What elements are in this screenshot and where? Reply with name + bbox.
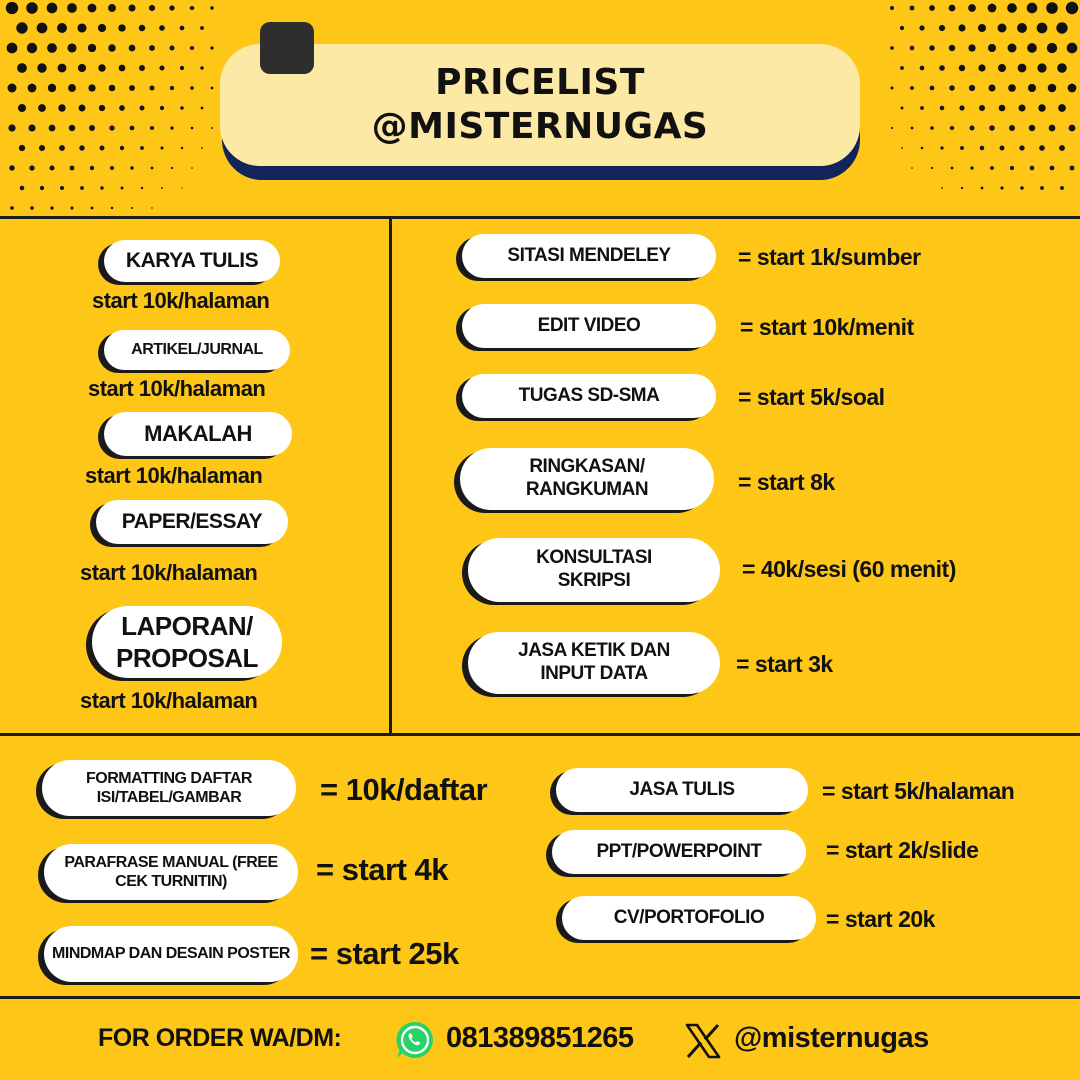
divider-vertical [389,217,392,735]
page-subtitle: @MISTERNUGAS [371,106,709,147]
decorative-square [260,22,314,74]
service-tugas-sd-sma: TUGAS SD-SMA [462,374,716,418]
social-handle[interactable]: @misternugas [734,1022,929,1054]
service-jasa-tulis: JASA TULIS [556,768,808,812]
service-karya-tulis: KARYA TULIS [104,240,280,282]
price-karya-tulis: start 10k/halaman [92,288,270,313]
price-jasa-tulis: = start 5k/halaman [822,778,1015,804]
service-ppt-powerpoint: PPT/POWERPOINT [552,830,806,874]
price-laporan-proposal: start 10k/halaman [80,688,258,713]
service-formatting-daftar: FORMATTING DAFTAR ISI/TABEL/GAMBAR [42,760,296,816]
price-ringkasan-rangkuman: = start 8k [738,469,835,495]
service-jasa-ketik: JASA KETIK DAN INPUT DATA [468,632,720,694]
service-laporan-proposal: LAPORAN/ PROPOSAL [92,606,282,678]
price-artikel-jurnal: start 10k/halaman [88,376,266,401]
price-paper-essay: start 10k/halaman [80,560,258,585]
service-ringkasan-rangkuman: RINGKASAN/ RANGKUMAN [460,448,714,510]
page-title: PRICELIST [435,62,645,103]
service-paper-essay: PAPER/ESSAY [96,500,288,544]
divider-top [0,216,1080,219]
service-konsultasi-skripsi: KONSULTASI SKRIPSI [468,538,720,602]
price-ppt-powerpoint: = start 2k/slide [826,837,979,863]
price-makalah: start 10k/halaman [85,463,263,488]
service-cv-portofolio: CV/PORTOFOLIO [562,896,816,940]
order-label: FOR ORDER WA/DM: [98,1024,342,1052]
price-konsultasi-skripsi: = 40k/sesi (60 menit) [742,556,956,582]
phone-number[interactable]: 081389851265 [446,1022,634,1054]
divider-bottom [0,996,1080,999]
halftone-dots-left [0,0,220,210]
x-logo-icon[interactable] [684,1022,722,1060]
price-parafrase-manual: = start 4k [316,852,449,887]
service-edit-video: EDIT VIDEO [462,304,716,348]
price-sitasi-mendeley: = start 1k/sumber [738,244,921,270]
service-parafrase-manual: PARAFRASE MANUAL (FREE CEK TURNITIN) [44,844,298,900]
whatsapp-icon[interactable] [394,1019,436,1061]
price-jasa-ketik: = start 3k [736,651,833,677]
service-mindmap-desain-poster: MINDMAP DAN DESAIN POSTER [44,926,298,982]
service-artikel-jurnal: ARTIKEL/JURNAL [104,330,290,370]
divider-middle [0,733,1080,736]
service-makalah: MAKALAH [104,412,292,456]
service-sitasi-mendeley: SITASI MENDELEY [462,234,716,278]
price-mindmap-desain-poster: = start 25k [310,936,459,971]
halftone-dots-right [880,0,1080,200]
price-formatting-daftar: = 10k/daftar [320,772,488,807]
price-cv-portofolio: = start 20k [826,906,935,932]
price-edit-video: = start 10k/menit [740,314,914,340]
title-banner [220,44,860,166]
price-tugas-sd-sma: = start 5k/soal [738,384,885,410]
